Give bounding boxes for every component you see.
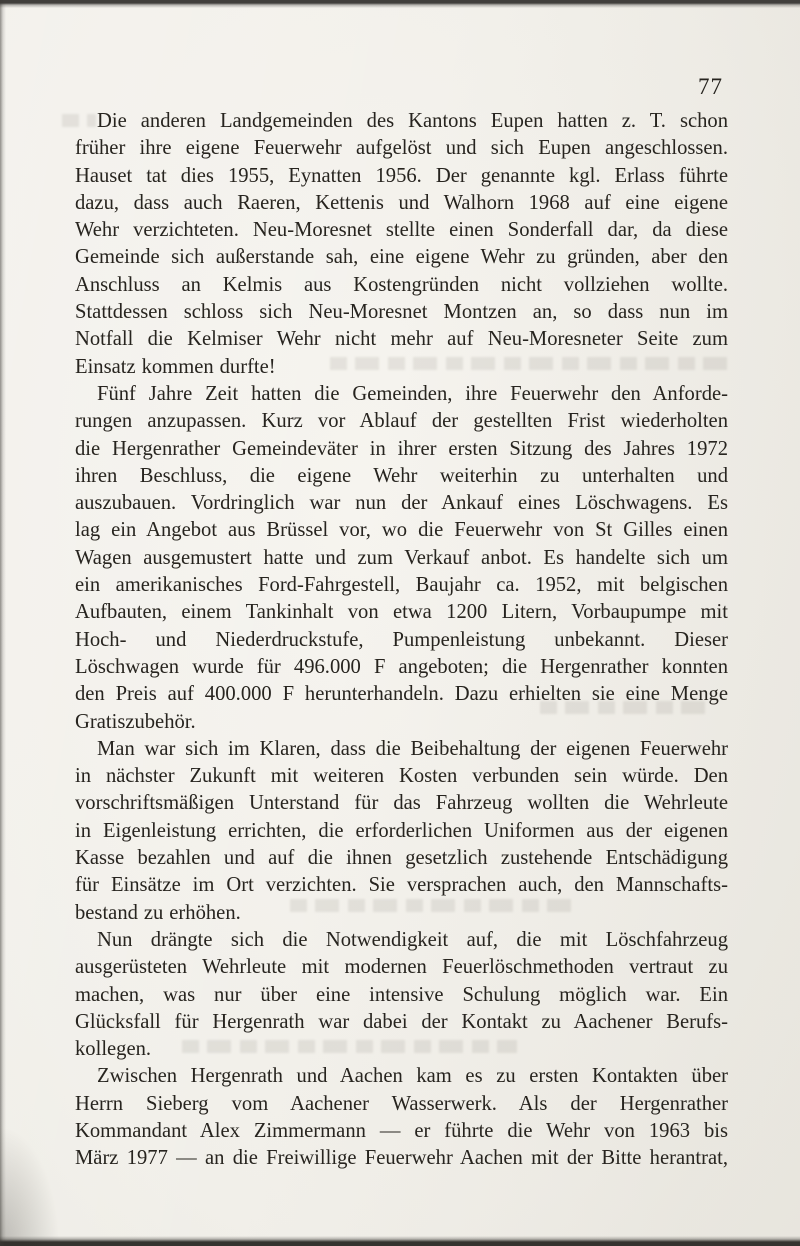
bleedthrough-artifact xyxy=(62,114,96,127)
text-line: Kasse bezahlen und auf die ihnen gesetzlich zustehende Entschädigung xyxy=(75,847,728,870)
text-line: März 1977 — an die Freiwillige Feuerwehr Aachen mit der Bitte herantrat, xyxy=(75,1147,728,1170)
text-line: Stattdessen schloss sich Neu-Moresnet Montzen an, so dass nun im xyxy=(75,301,728,324)
text-line: ein amerikanisches Ford-Fahrgestell, Baujahr ca. 1952, mit belgischen xyxy=(75,574,728,597)
text-line: dazu, dass auch Raeren, Kettenis und Walhorn 1968 auf eine eigene xyxy=(75,191,728,214)
text-block xyxy=(75,108,728,1173)
scan-edge-left xyxy=(0,0,6,1246)
text-line: Die anderen Landgemeinden des Kantons Eupen hatten z. T. schon xyxy=(97,110,728,132)
scan-edge-top xyxy=(0,0,800,8)
text-line: Hauset tat dies 1955, Eynatten 1956. Der genannte kgl. Erlass führte xyxy=(75,164,728,187)
text-line: Notfall die Kelmiser Wehr nicht mehr auf Neu-Moresneter Seite zum xyxy=(75,328,728,351)
bleedthrough-artifact xyxy=(182,1040,517,1053)
text-line: die Hergenrather Gemeindeväter in ihrer ersten Sitzung des Jahres 1972 xyxy=(75,437,728,460)
text-line: früher ihre eigene Feuerwehr aufgelöst und sich Eupen angeschlossen. xyxy=(75,137,728,160)
text-line: Nun drängte sich die Notwendigkeit auf, die mit Löschfahrzeug xyxy=(97,928,728,951)
text-line: Hoch- und Niederdruckstufe, Pumpenleistung unbekannt. Dieser xyxy=(75,628,728,651)
text-line: Aufbauten, einem Tankinhalt von etwa 1200 Litern, Vorbaupumpe mit xyxy=(75,601,728,624)
bleedthrough-artifact xyxy=(290,899,575,912)
bleedthrough-artifact xyxy=(330,357,730,370)
text-line: ausgerüsteten Wehrleute mit modernen Feuerlöschmethoden vertraut zu xyxy=(75,956,728,979)
text-line: Wagen ausgemustert hatte und zum Verkauf anbot. Es handelte sich um xyxy=(75,546,728,569)
text-line: Glücksfall für Hergenrath war dabei der Kontakt zu Aachener Berufs- xyxy=(75,1010,728,1033)
text-line: Man war sich im Klaren, dass die Beibehaltung der eigenen Feuerwehr xyxy=(97,737,728,760)
page-number: 77 xyxy=(698,74,723,99)
paragraph xyxy=(75,1063,728,1172)
text-line: machen, was nur über eine intensive Schulung möglich war. Ein xyxy=(75,983,728,1006)
text-line: kollegen. xyxy=(75,1038,152,1061)
text-line: den Preis auf 400.000 F herunterhandeln. Dazu erhielten sie eine Menge xyxy=(75,683,728,706)
paragraph xyxy=(75,381,728,736)
paragraph xyxy=(75,108,728,381)
text-line: Wehr verzichteten. Neu-Moresnet stellte einen Sonderfall dar, da diese xyxy=(75,219,728,242)
scan-corner-shade xyxy=(0,1126,60,1246)
text-line: in Eigenleistung errichten, die erforderlichen Uniformen aus der eigenen xyxy=(75,819,728,842)
text-line: für Einsätze im Ort verzichten. Sie versprachen auch, den Mannschafts- xyxy=(75,874,728,897)
text-line: in nächster Zukunft mit weiteren Kosten verbunden sein würde. Den xyxy=(75,765,728,788)
text-line: rungen anzupassen. Kurz vor Ablauf der gestellten Frist wiederholten xyxy=(75,410,728,433)
text-line: Fünf Jahre Zeit hatten die Gemeinden, ihre Feuerwehr den Anforde- xyxy=(97,382,728,405)
bleedthrough-artifact xyxy=(540,701,705,714)
text-line: Kommandant Alex Zimmermann — er führte die Wehr von 1963 bis xyxy=(75,1119,728,1142)
text-line: auszubauen. Vordringlich war nun der Ankauf eines Löschwagens. Es xyxy=(75,492,728,515)
text-line: bestand zu erhöhen. xyxy=(75,901,241,924)
text-line: Gratiszubehör. xyxy=(75,710,196,733)
text-line: Herrn Sieberg vom Aachener Wasserwerk. Als der Hergenrather xyxy=(75,1092,728,1115)
text-line: Einsatz kommen durfte! xyxy=(75,355,276,378)
text-line: ihren Beschluss, die eigene Wehr weiterhin zu unterhalten und xyxy=(75,464,728,487)
text-line: Löschwagen wurde für 496.000 F angeboten; die Hergenrather konnten xyxy=(75,655,728,678)
scan-edge-bottom xyxy=(0,1236,800,1246)
text-line: Gemeinde sich außerstande sah, eine eigene Wehr zu gründen, aber den xyxy=(75,246,728,269)
text-line: Anschluss an Kelmis aus Kostengründen nicht vollziehen wollte. xyxy=(75,273,728,296)
text-line: Zwischen Hergenrath und Aachen kam es zu ersten Kontakten über xyxy=(97,1065,728,1088)
text-line: vorschriftsmäßigen Unterstand für das Fahrzeug wollten die Wehrleute xyxy=(75,792,728,815)
text-line: lag ein Angebot aus Brüssel vor, wo die Feuerwehr von St Gilles einen xyxy=(75,519,728,542)
